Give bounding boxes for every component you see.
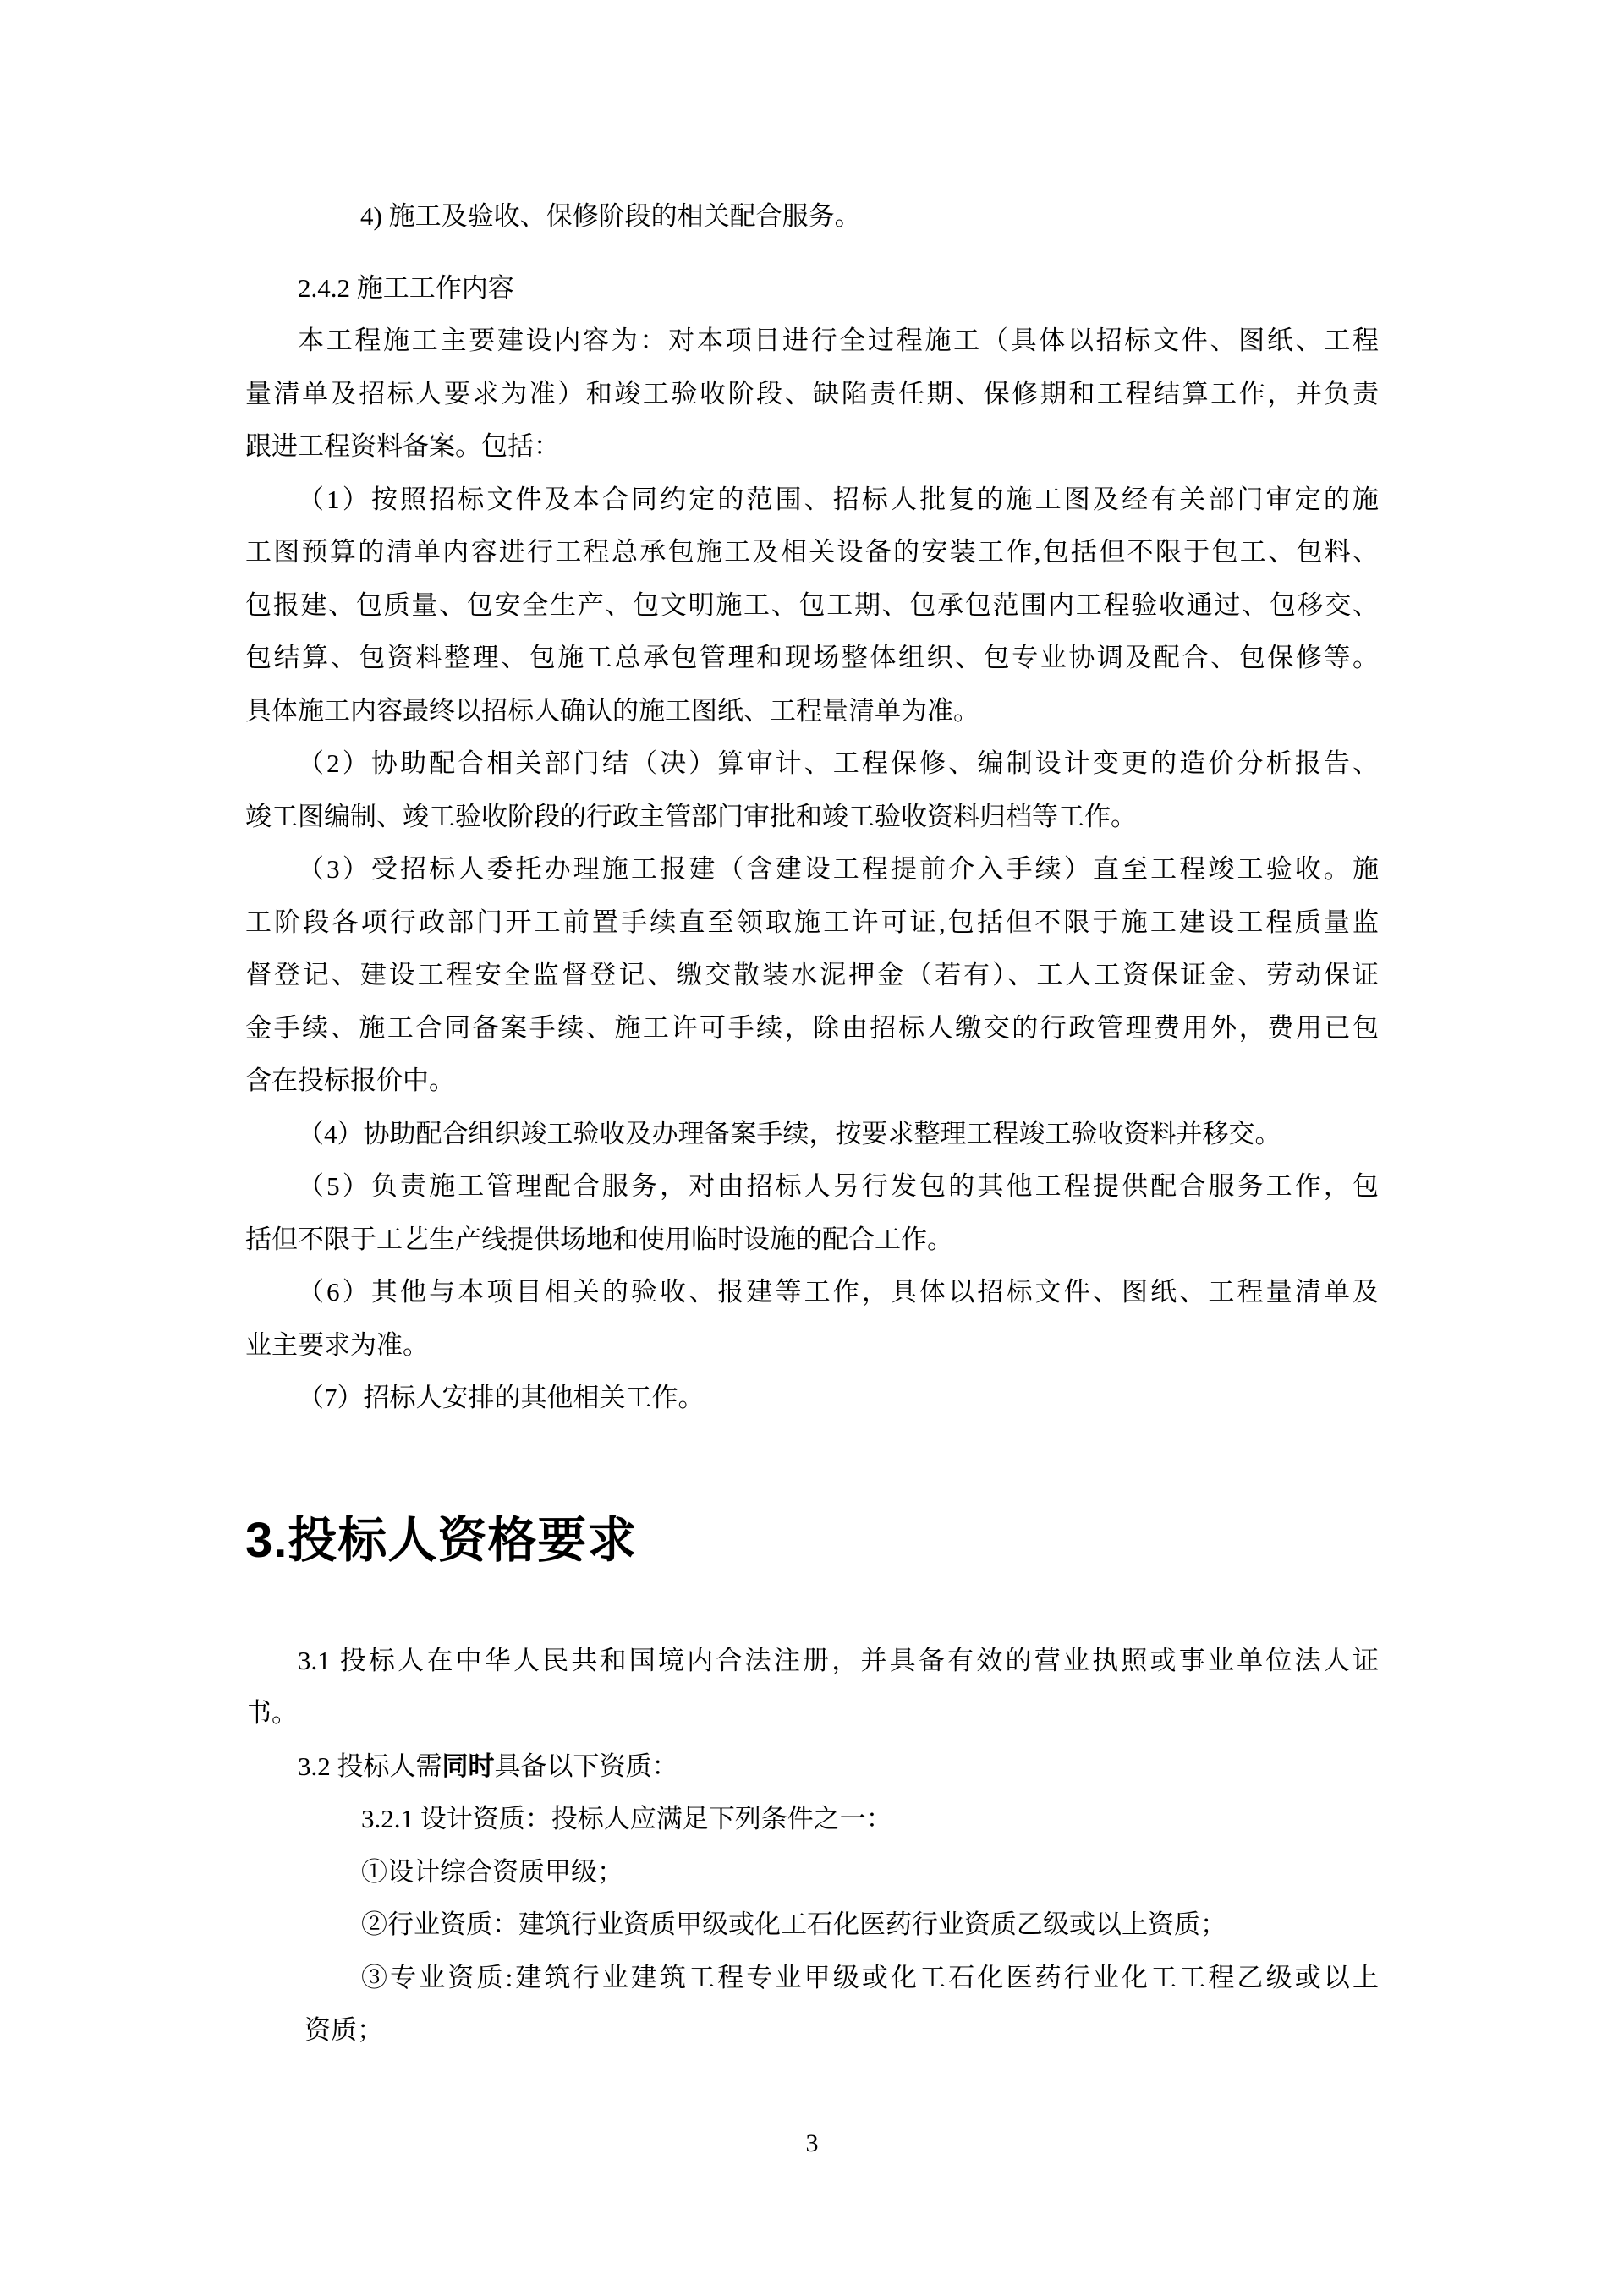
paragraph-item-3 (245, 843, 1379, 1108)
text-run: 3.2 投标人需 (298, 1751, 442, 1781)
text-line: 资质； (304, 2015, 383, 2045)
text-line: （7）招标人安排的其他相关工作。 (298, 1383, 705, 1412)
paragraph-item-7 (245, 1372, 1379, 1425)
paragraph-3-2-1 (245, 1793, 1379, 1846)
qualification-item-2 (245, 1899, 1379, 1952)
section-heading-3 (245, 1508, 1379, 1574)
text-line: ③专业资质:建筑行业建筑工程专业甲级或化工石化医药行业化工工程乙级或以上 (361, 1962, 1379, 1992)
paragraph-3-1 (245, 1635, 1379, 1740)
subheading-2-4-2 (245, 262, 1379, 315)
text-line: 竣工图编制、竣工验收阶段的行政主管部门审批和竣工验收资料归档等工作。 (245, 801, 1137, 831)
text-line: （1）按照招标文件及本合同约定的范围、招标人批复的施工图及经有关部门审定的施 (298, 484, 1379, 514)
text-line: （2）协助配合相关部门结（决）算审计、工程保修、编制设计变更的造价分析报告、 (298, 748, 1379, 778)
qualification-item-1 (245, 1846, 1379, 1899)
paragraph-item-5 (245, 1160, 1379, 1266)
paragraph-item-4 (245, 1108, 1379, 1161)
text-line: 2.4.2 施工工作内容 (298, 272, 514, 303)
text-line: 督登记、建设工程安全监督登记、缴交散装水泥押金（若有）、工人工资保证金、劳动保证 (245, 960, 1379, 989)
text-line: 包结算、包资料整理、包施工总承包管理和现场整体组织、包专业协调及配合、包保修等。 (245, 643, 1379, 672)
text-line: 含在投标报价中。 (245, 1066, 455, 1095)
document-body (245, 190, 1379, 2058)
text-line: 工阶段各项行政部门开工前置手续直至领取施工许可证,包括但不限于施工建设工程质量监 (245, 907, 1379, 937)
qualification-item-3 (245, 1952, 1379, 2058)
text-line: 3.1 投标人在中华人民共和国境内合法注册，并具备有效的营业执照或事业单位法人证 (298, 1645, 1379, 1675)
text-line: 量清单及招标人要求为准）和竣工验收阶段、缺陷责任期、保修期和工程结算工作，并负责 (245, 378, 1379, 408)
text-line: 3.投标人资格要求 (245, 1512, 638, 1568)
paragraph-item-6 (245, 1266, 1379, 1372)
paragraph-item-2 (245, 737, 1379, 843)
text-line: 3.2.1 设计资质：投标人应满足下列条件之一： (361, 1804, 892, 1833)
text-line: 本工程施工主要建设内容为：对本项目进行全过程施工（具体以招标文件、图纸、工程 (298, 326, 1379, 355)
text-line: ②行业资质：建筑行业资质甲级或化工石化医药行业资质乙级或以上资质； (361, 1910, 1226, 1939)
paragraph-intro (245, 315, 1379, 474)
text-line: 金手续、施工合同备案手续、施工许可手续，除由招标人缴交的行政管理费用外，费用已包 (245, 1012, 1379, 1043)
text-line: （4）协助配合组织竣工验收及办理备案手续，按要求整理工程竣工验收资料并移交。 (298, 1118, 1281, 1148)
page-number: 3 (805, 2129, 819, 2157)
text-line: 具体施工内容最终以招标人确认的施工图纸、工程量清单为准。 (245, 695, 979, 726)
list-item-4 (245, 190, 1379, 244)
text-line: 4) 施工及验收、保修阶段的相关配合服务。 (360, 201, 861, 231)
text-line: 书。 (245, 1698, 298, 1728)
text-line: 业主要求为准。 (245, 1329, 429, 1360)
text-line: 工图预算的清单内容进行工程总承包施工及相关设备的安装工作,包括但不限于包工、包料、 (245, 537, 1379, 567)
text-line: （5）负责施工管理配合服务，对由招标人另行发包的其他工程提供配合服务工作，包 (298, 1171, 1379, 1201)
text-run: 具备以下资质： (494, 1751, 678, 1781)
text-line: （3）受招标人委托办理施工报建（含建设工程提前介入手续）直至工程竣工验收。施 (298, 854, 1379, 884)
paragraph-item-1 (245, 474, 1379, 738)
text-line: 跟进工程资料备案。包括： (245, 431, 560, 461)
text-line: （6）其他与本项目相关的验收、报建等工作，具体以招标文件、图纸、工程量清单及 (298, 1277, 1379, 1307)
text-line: ①设计综合资质甲级； (361, 1856, 623, 1887)
paragraph-3-2 (245, 1740, 1379, 1794)
text-line: 括但不限于工艺生产线提供场地和使用临时设施的配合工作。 (245, 1224, 953, 1254)
text-line: 包报建、包质量、包安全生产、包文明施工、包工期、包承包范围内工程验收通过、包移交、 (245, 589, 1379, 620)
text-line (298, 1740, 1379, 1794)
bold-text-run: 同时 (442, 1751, 495, 1781)
